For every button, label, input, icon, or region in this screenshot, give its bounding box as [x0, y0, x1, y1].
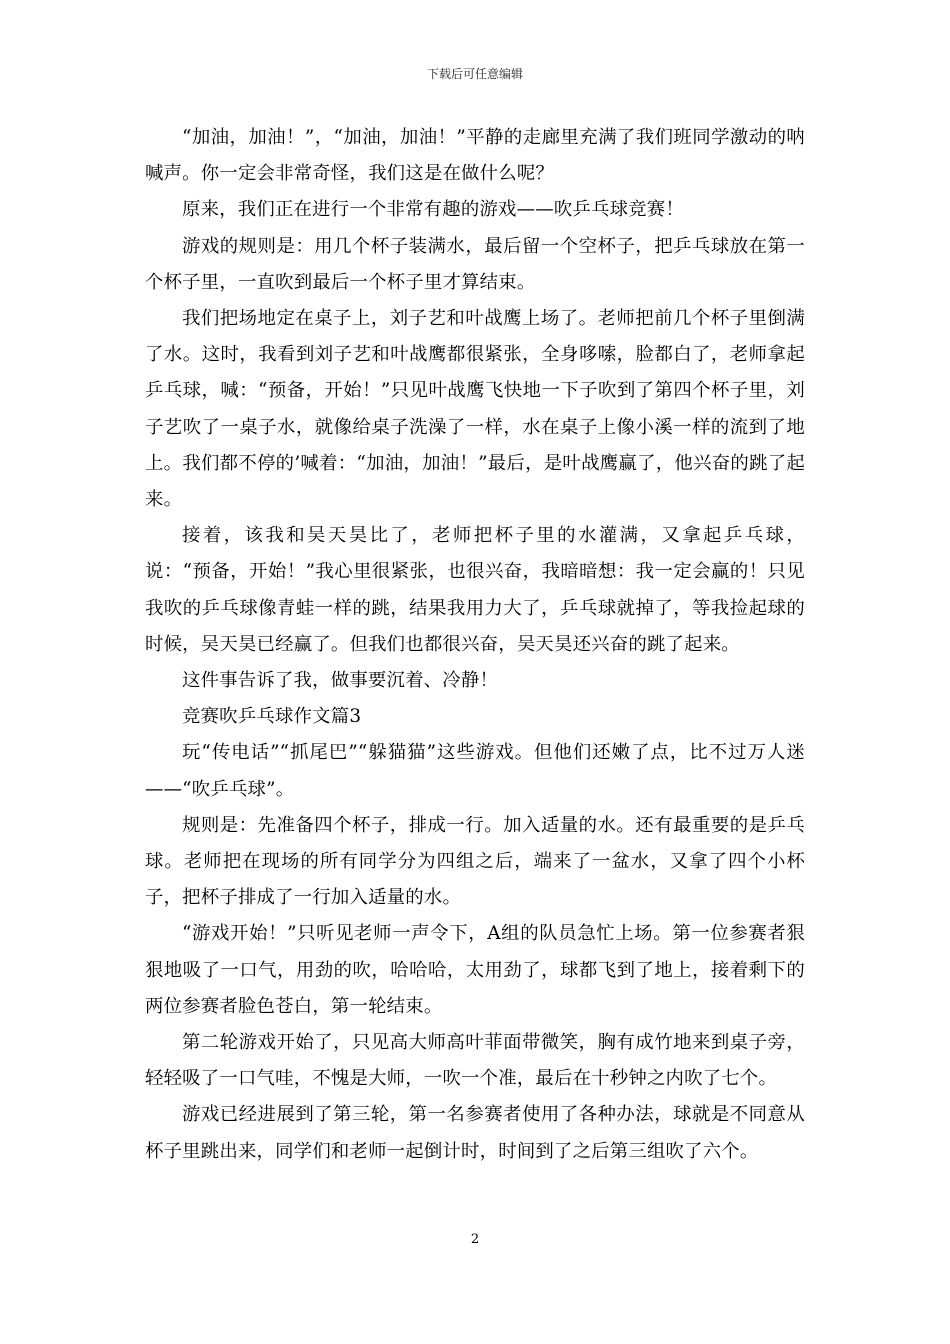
page-header: 下载后可任意编辑	[426, 67, 523, 81]
paragraph-9: “游戏开始！”只听见老师一声令下，A组的队员急忙上场。第一位参赛者狠狠地吸了一口气，用劲的吹，哈哈哈，太用劲了，球都飞到了地上，接着剩下的两位参赛者脸色苍白，第一轮结束。	[145, 923, 805, 1017]
section-heading: 竞赛吹乒乓球作文篇3	[182, 706, 362, 728]
paragraph-8: 规则是：先准备四个杯子，排成一行。加入适量的水。还有最重要的是乒乓球。老师把在现场的所有同学分为四组之后，端来了一盆水，又拿了四个小杯子，把杯子排成了一行加入适量的水。	[145, 814, 805, 909]
paragraph-11: 游戏已经进展到了第三轮，第一名参赛者使用了各种办法，球就是不同意从杯子里跳出来，同学们和老师一起倒计时，时间到了之后第三组吹了六个。	[145, 1104, 805, 1162]
paragraph-5: 接着，该我和吴天昊比了，老师把杯子里的水灌满，又拿起乒乓球，说：“预备，开始！”我心里很紧张，也很兴奋，我暗暗想：我一定会赢的！只见我吹的乒乓球像青蛙一样的跳，结果我用力大了，乒乓球就掉了，等我捡起球的时候，吴天昊已经赢了。但我们也都很兴奋，吴天昊还兴奋的跳了起来。	[145, 525, 805, 655]
paragraph-2: 原来，我们正在进行一个非常有趣的游戏——吹乒乓球竞赛！	[182, 199, 684, 221]
paragraph-3: 游戏的规则是：用几个杯子装满水，最后留一个空杯子，把乒乓球放在第一个杯子里，一直吹到最后一个杯子里才算结束。	[145, 235, 805, 293]
paragraph-10: 第二轮游戏开始了，只见高大师高叶菲面带微笑，胸有成竹地来到桌子旁，轻轻吸了一口气哇，不愧是大师，一吹一个准，最后在十秒钟之内吹了七个。	[145, 1032, 805, 1090]
paragraph-1: “加油，加油！”，“加油，加油！”平静的走廊里充满了我们班同学激动的呐喊声。你一定会非常奇怪，我们这是在做什么呢？	[145, 127, 805, 185]
document-body	[145, 120, 805, 1170]
page-number: 2	[470, 1232, 480, 1247]
paragraph-6: 这件事告诉了我，做事要沉着、冷静！	[182, 670, 499, 692]
paragraph-4: 我们把场地定在桌子上，刘子艺和叶战鹰上场了。老师把前几个杯子里倒满了水。这时，我看到刘子艺和叶战鹰都很紧张，全身哆嗦，脸都白了，老师拿起乒乓球，喊：“预备，开始！”只见叶战鹰飞快地一下子吹到了第四个杯子里，刘子艺吹了一桌子水，就像给桌子洗澡了一样，水在桌子上像小溪一样的流到了地上。我们都不停的’喊着：“加油，加油！”最后，是叶战鹰赢了，他兴奋的跳了起来。	[145, 308, 805, 511]
paragraph-7: 玩“传电话”“抓尾巴”“躲猫猫”这些游戏。但他们还嫩了点，比不过万人迷——“吹乒乓球”。	[145, 742, 805, 800]
